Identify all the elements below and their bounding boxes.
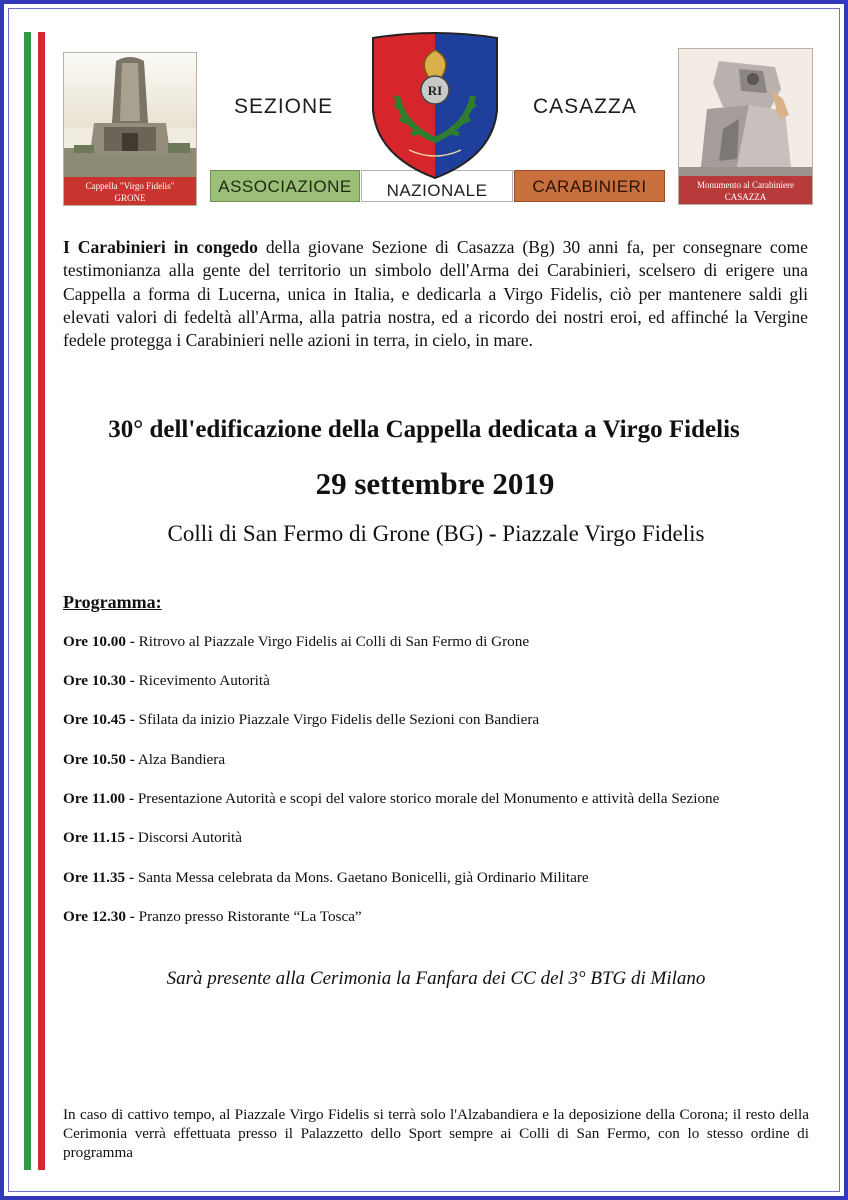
monument-photo xyxy=(678,48,813,205)
program-time: Ore 10.00 - xyxy=(63,633,135,650)
band-nazionale: NAZIONALE xyxy=(361,170,513,202)
program-item xyxy=(63,908,823,926)
program-text: Presentazione Autorità e scopi del valore storico morale del Monumento e attività della Sezione xyxy=(134,790,720,807)
program-item xyxy=(63,829,823,847)
program-time: Ore 11.35 - xyxy=(63,869,135,886)
program-text: Alza Bandiera xyxy=(134,751,226,768)
event-date: 29 settembre 2019 xyxy=(315,466,555,501)
program-item xyxy=(63,633,823,651)
band-carabinieri: CARABINIERI xyxy=(514,170,665,202)
program-item xyxy=(63,751,823,769)
program-time: Ore 12.30 - xyxy=(63,908,135,925)
program-time: Ore 10.45 - xyxy=(63,711,135,728)
shield-monogram: RI xyxy=(427,83,443,98)
bad-weather-notice: In caso di cattivo tempo, al Piazzale Virgo Fidelis si terrà solo l'Alzabandiera e la deposizione della Corona; il resto della Cerimonia verrà effettuata presso il Palazzetto dello Sport sempre ai Colli di San Fermo, con lo stesso ordine di programma xyxy=(63,1106,809,1161)
chapel-caption-title: Cappella "Virgo Fidelis" xyxy=(85,181,175,191)
program-text: Santa Messa celebrata da Mons. Gaetano Bonicelli, già Ordinario Militare xyxy=(134,869,589,886)
program-time: Ore 11.00 - xyxy=(63,790,135,807)
event-location xyxy=(0,521,848,547)
program-item xyxy=(63,711,823,729)
location-square: Piazzale Virgo Fidelis xyxy=(502,521,705,546)
event-title: 30° dell'edificazione della Cappella dedicata a Virgo Fidelis xyxy=(108,416,740,443)
intro-paragraph xyxy=(63,236,808,352)
header-word-casazza: CASAZZA xyxy=(533,95,637,118)
chapel-caption-place: GRONE xyxy=(114,193,146,203)
program-item xyxy=(63,869,823,887)
program-time: Ore 10.30 - xyxy=(63,672,135,689)
monument-caption-place: CASAZZA xyxy=(724,192,767,202)
location-separator: - xyxy=(483,521,503,546)
program-text: Ricevimento Autorità xyxy=(134,672,270,689)
chapel-photo xyxy=(63,52,197,206)
program-text: Discorsi Autorità xyxy=(134,829,243,846)
location-place: Colli di San Fermo di Grone (BG) xyxy=(167,521,484,546)
italian-tricolor-stripe xyxy=(24,32,45,1170)
program-heading: Programma: xyxy=(63,592,162,612)
monument-caption-title: Monumento al Carabiniere xyxy=(697,180,794,190)
program-time: Ore 11.15 - xyxy=(63,829,135,846)
band-associazione: ASSOCIAZIONE xyxy=(210,170,360,202)
program-time: Ore 10.50 - xyxy=(63,751,135,768)
carabinieri-shield-icon xyxy=(369,30,501,180)
program-text: Ritrovo al Piazzale Virgo Fidelis ai Colli di San Fermo di Grone xyxy=(134,633,530,650)
fanfara-notice: Sarà presente alla Cerimonia la Fanfara dei CC del 3° BTG di Milano xyxy=(166,968,706,989)
intro-text: della giovane Sezione di Casazza (Bg) 30 anni fa, per consegnare come testimonianza alla gente del territorio un simbolo dell'Arma dei Carabinieri, scelsero di erigere una Cappella a forma di Lucerna, unica in Italia, e dedicarla a Virgo Fidelis, ciò per mantenere saldi gli elevati valori di fedeltà all'Arma, alla patria nostra, ed a ricordo dei nostri eroi, ed affinché la Vergine fedele protegga i Carabinieri nelle azioni in terra, in cielo, in mare. xyxy=(63,237,808,351)
program-text: Sfilata da inizio Piazzale Virgo Fidelis delle Sezioni con Bandiera xyxy=(134,711,540,728)
program-item xyxy=(63,790,823,808)
intro-lead: I Carabinieri in congedo xyxy=(63,237,258,257)
header-word-sezione: SEZIONE xyxy=(234,95,334,118)
program-item xyxy=(63,672,823,690)
program-text: Pranzo presso Ristorante “La Tosca” xyxy=(134,908,362,925)
